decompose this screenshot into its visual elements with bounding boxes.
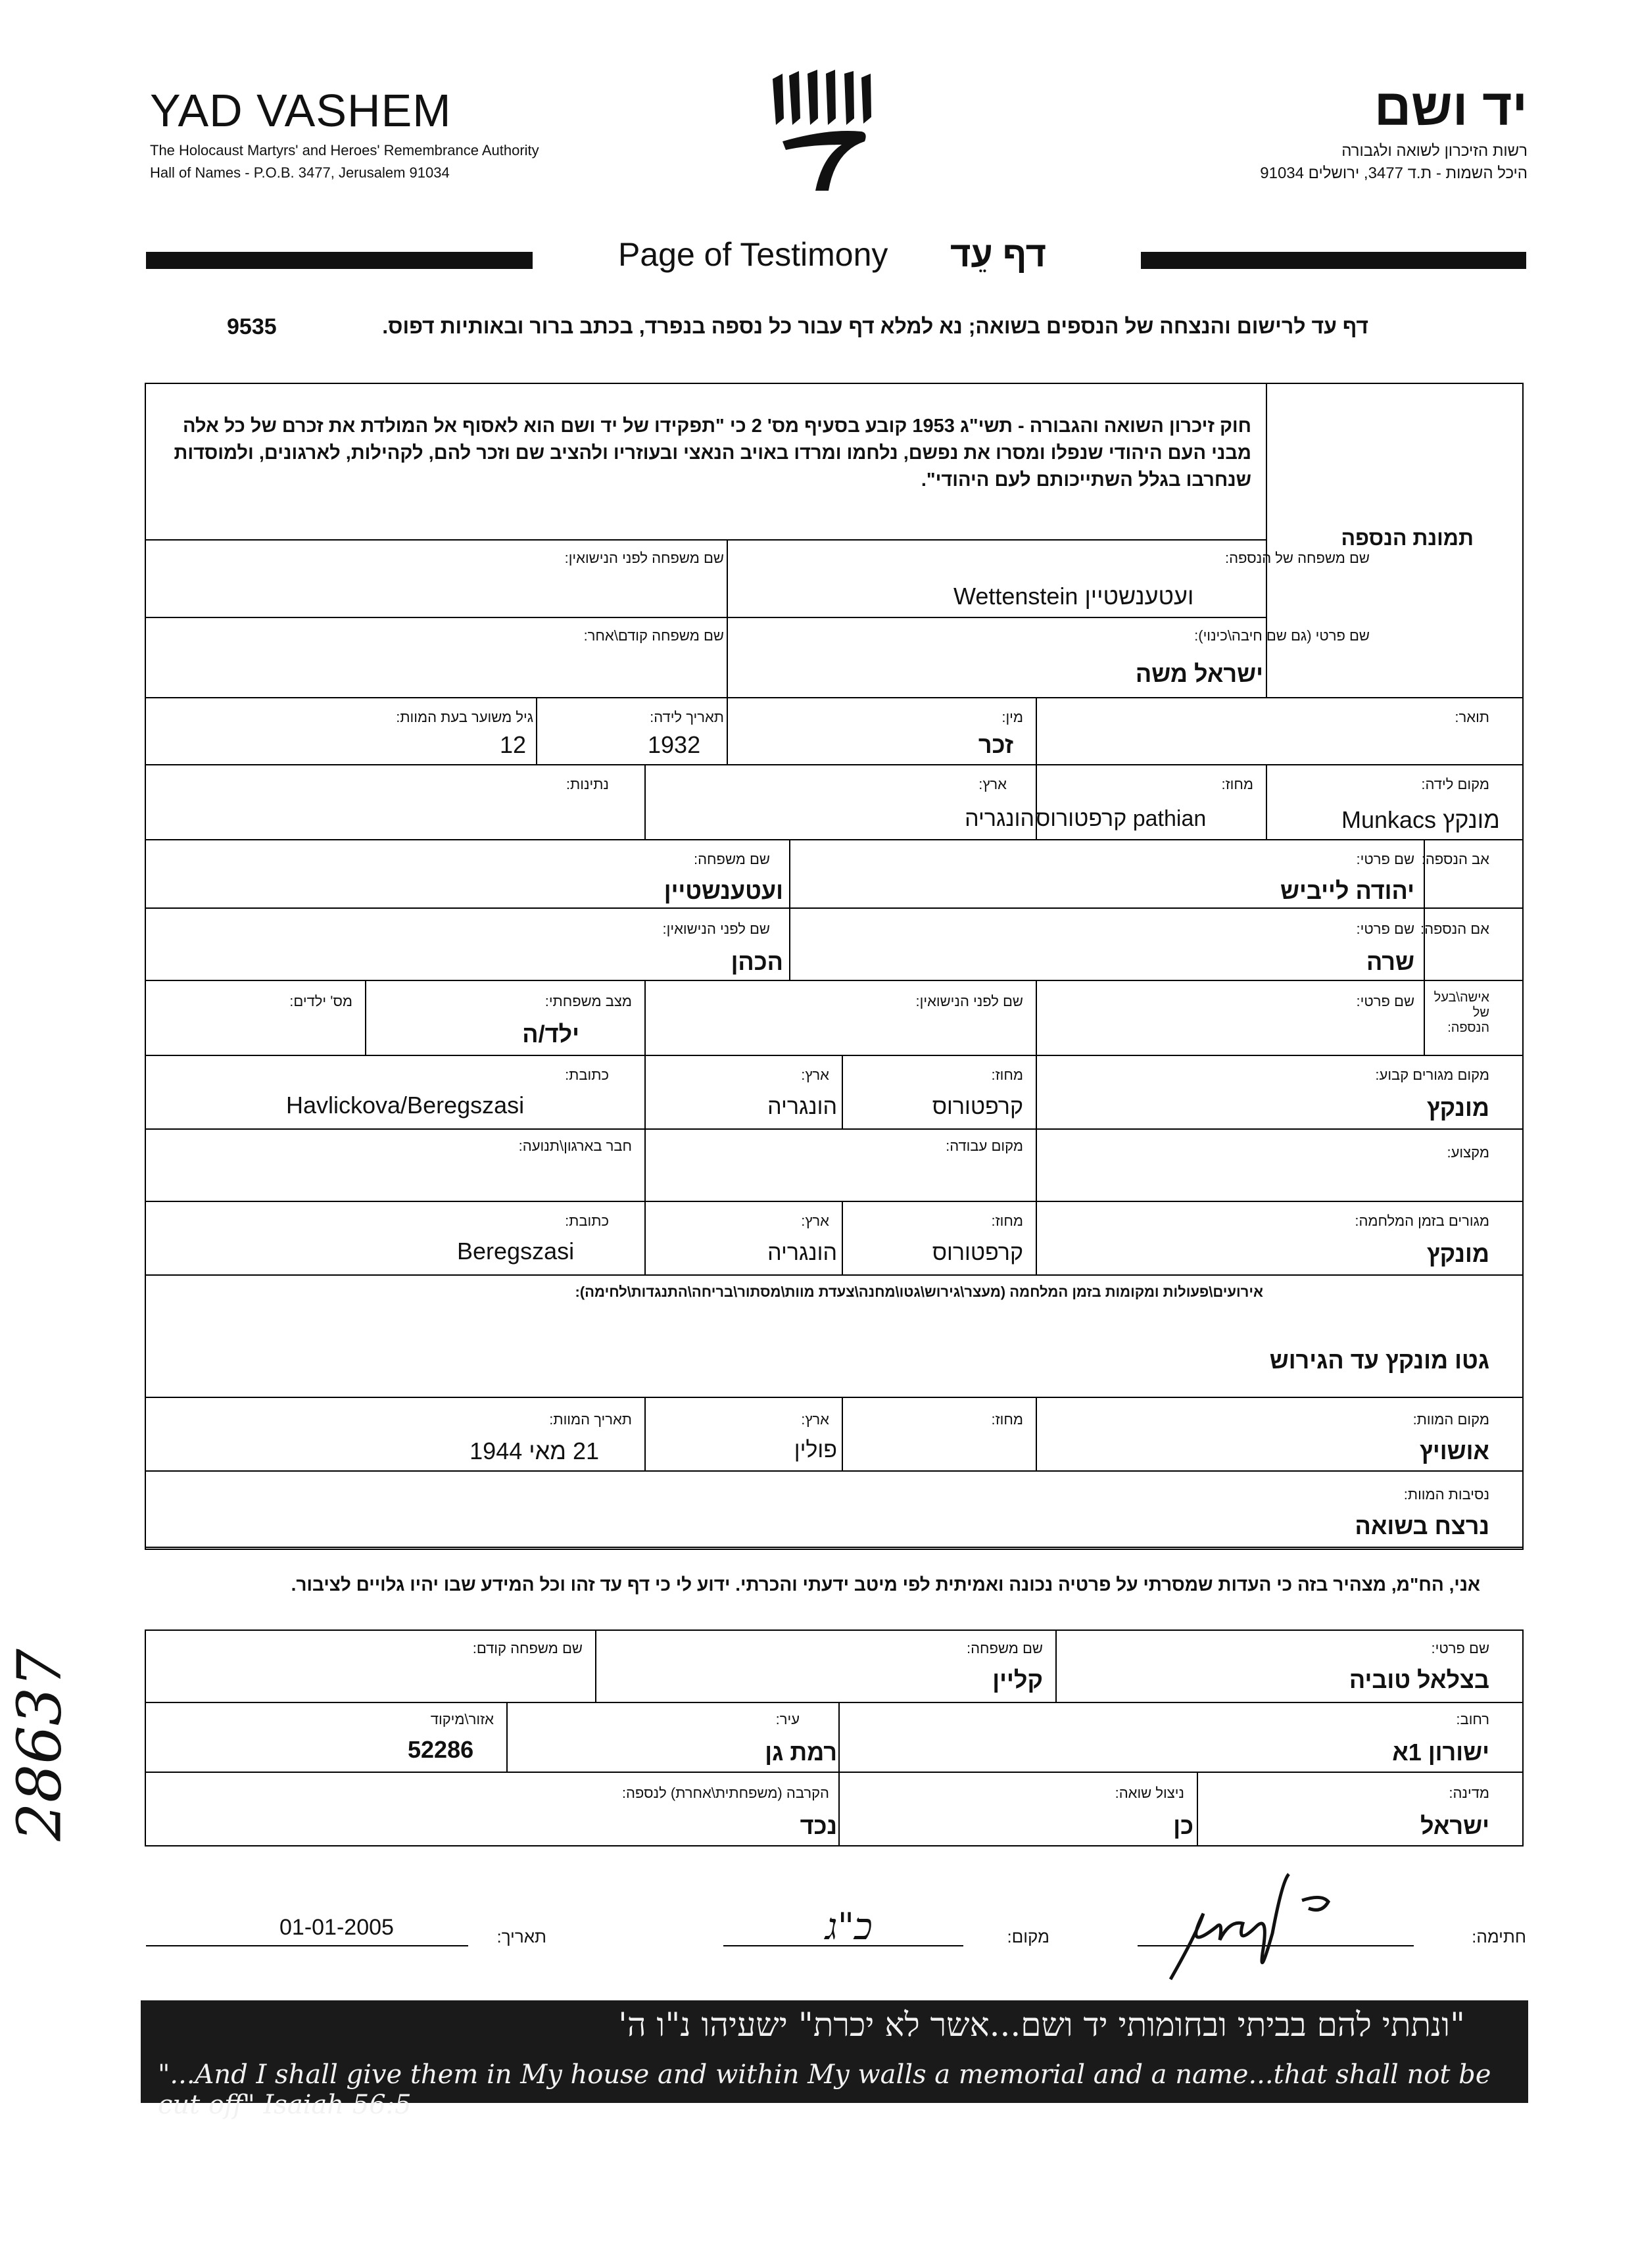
spouse-row-label: אישה\בעל של הנספה: <box>1433 990 1489 1035</box>
date-label: תאריך: <box>496 1927 546 1946</box>
wartime-district-value[interactable]: קרפטורוס <box>932 1240 1023 1265</box>
org-name-en: YAD VASHEM <box>150 85 452 136</box>
spouse-status-label: מצב משפחתי: <box>544 993 632 1009</box>
death-date-value[interactable]: 21 מאי 1944 <box>470 1437 599 1464</box>
spouse-children-label: מס' ילדים: <box>289 993 352 1009</box>
victim-age-value[interactable]: 12 <box>500 731 527 758</box>
father-surname-value[interactable]: ועטענשטיין <box>663 877 783 904</box>
submitter-country-value[interactable]: ישראל <box>1420 1812 1489 1839</box>
victim-surname-label: שם משפחה של הנספה: <box>1224 550 1370 566</box>
birth-district-value[interactable]: קרפטורוס pathian <box>1036 806 1207 831</box>
residence-country-value[interactable]: הונגריה <box>767 1094 837 1119</box>
residence-label: מקום מגורים קבוע: <box>1375 1067 1489 1083</box>
law-text: חוק זיכרון השואה והגבורה - תשי"ג 1953 קובע בסעיף מס' 2 כי "תפקידו של יד ושם הוא לאסוף אל המולדת את זכרם של כל אלה מבני העם היהודי שנפלו ומסרו את נפשם, נלחמו ומרדו באויב הנאצי ובעוזריו ולהציב שם וזכר להם, לקהילות, לארגונים, ולמוסדות שנחרבו בגלל השתייכותם לעם היהודי". <box>174 416 1251 491</box>
citizenship-label: נתינות: <box>566 776 609 792</box>
residence-country-label: ארץ: <box>801 1067 829 1083</box>
submitter-relation-value[interactable]: נכד <box>800 1812 837 1839</box>
death-district-label: מחוז: <box>991 1411 1023 1428</box>
photo-label: תמונת הנספה <box>1341 526 1474 550</box>
spouse-status-value[interactable]: ילד/ה <box>522 1021 579 1048</box>
death-date-label: תאריך המוות: <box>549 1411 632 1428</box>
workplace-label: מקום עבודה: <box>946 1138 1023 1154</box>
residence-district-value[interactable]: קרפטורוס <box>932 1094 1023 1119</box>
victim-prev-label: שם משפחה קודם\אחר: <box>583 627 724 644</box>
org-subtitle-en-1: The Holocaust Martyrs' and Heroes' Remembrance Authority <box>150 142 539 158</box>
org-subtitle-he-2: היכל השמות - ת.ד 3477, ירושלים 91034 <box>1260 164 1528 182</box>
margin-archive-number: 28637 <box>4 1649 75 1841</box>
victim-title-label: תואר: <box>1455 709 1489 725</box>
victim-maiden-label: שם משפחה לפני הנישואין: <box>564 550 724 566</box>
victim-birth-label: תאריך לידה: <box>650 709 724 725</box>
birthplace-value[interactable]: Munkacs מונקץ <box>1341 806 1500 833</box>
father-surname-label: שם משפחה: <box>693 851 770 867</box>
mother-first-label: שם פרטי: <box>1356 921 1414 937</box>
wartime-country-label: ארץ: <box>801 1213 829 1229</box>
death-country-value[interactable]: פולין <box>794 1437 837 1462</box>
submitter-street-label: רחוב: <box>1456 1711 1489 1727</box>
mother-maiden-value[interactable]: הכהן <box>731 948 783 975</box>
mother-maiden-label: שם לפני הנישואין: <box>662 921 770 937</box>
residence-value[interactable]: מונקץ <box>1426 1094 1489 1121</box>
father-row-label: אב הנספה: <box>1421 851 1489 867</box>
submitter-surname-label: שם משפחה: <box>966 1640 1043 1656</box>
place-value[interactable]: כ"ג <box>825 1906 873 1948</box>
victim-gender-label: מין: <box>1001 709 1023 725</box>
victim-first-label: שם פרטי (גם שם חיבה\כינוי): <box>1194 627 1370 644</box>
date-value[interactable]: 01-01-2005 <box>279 1915 394 1940</box>
birthplace-label: מקום לידה: <box>1421 776 1489 792</box>
events-value[interactable]: גטו מונקץ עד הגירוש <box>1269 1347 1489 1374</box>
death-circ-label: נסיבות המוות: <box>1403 1486 1489 1503</box>
date-line <box>146 1945 468 1946</box>
death-place-value[interactable]: אושויץ <box>1420 1437 1489 1464</box>
verse-he: "ונתתי להם בביתי ובחומותי יד ושם...אשר לא יכרת" ישעיהו נ"ו ה' <box>618 2006 1465 2044</box>
submitter-survivor-value[interactable]: כן <box>1173 1812 1193 1839</box>
title-bar-right <box>1141 252 1526 269</box>
birth-country-value[interactable]: הונגריה <box>965 806 1034 831</box>
org-subtitle-he-1: רשות הזיכרון לשואה ולגבורה <box>1341 142 1528 160</box>
yad-vashem-logo <box>769 66 875 197</box>
declaration-text: אני, הח"מ, מצהיר בזה כי העדות שמסרתי על פרטיה נכונה ואמיתית לפי מיטב ידעתי והכרתי. ידוע לי כי דף עד זהו וכל המידע שבו יהיו גלויים לציבור. <box>291 1574 1480 1595</box>
residence-address-value[interactable]: Havlickova/Beregszasi <box>286 1092 525 1119</box>
death-circ-value[interactable]: נרצח בשואה <box>1355 1512 1489 1539</box>
organization-label: חבר בארגון\תנועה: <box>518 1138 632 1154</box>
victim-age-label: גיל משוער בעת המוות: <box>396 709 533 725</box>
wartime-country-value[interactable]: הונגריה <box>767 1240 837 1265</box>
place-label: מקום: <box>1007 1927 1049 1946</box>
org-subtitle-en-2: Hall of Names - P.O.B. 3477, Jerusalem 91034 <box>150 164 450 181</box>
residence-district-label: מחוז: <box>991 1067 1023 1083</box>
verse-banner <box>141 2000 1528 2120</box>
wartime-label: מגורים בזמן המלחמה: <box>1355 1213 1489 1229</box>
submitter-country-label: מדינה: <box>1449 1785 1489 1801</box>
victim-first-value[interactable]: ישראל משה <box>1135 660 1263 687</box>
victim-gender-value[interactable]: זכר <box>978 731 1013 758</box>
birth-district-label: מחוז: <box>1221 776 1253 792</box>
submitter-first-label: שם פרטי: <box>1431 1640 1489 1656</box>
father-first-label: שם פרטי: <box>1356 851 1414 867</box>
wartime-address-value[interactable]: Beregszasi <box>457 1238 575 1265</box>
father-first-value[interactable]: יהודה לייביש <box>1280 877 1414 904</box>
page-title-en: Page of Testimony <box>618 236 888 273</box>
org-name-he: יד ושם <box>1374 78 1528 136</box>
submitter-survivor-label: ניצול שואה: <box>1115 1785 1184 1801</box>
signature[interactable] <box>1157 1854 1368 1986</box>
submitter-prev-label: שם משפחה קודם: <box>472 1640 583 1656</box>
spouse-maiden-label: שם לפני הנישואין: <box>915 993 1023 1009</box>
title-bar-left <box>146 252 533 269</box>
mother-row-label: אם הנספה: <box>1420 921 1489 937</box>
submitter-street-value[interactable]: ישורון 1א <box>1392 1739 1489 1766</box>
page-title-he: דף עֵד <box>950 235 1047 274</box>
victim-surname-value[interactable]: Wettenstein ועטענשטיין <box>953 583 1194 610</box>
mother-first-value[interactable]: שרה <box>1366 948 1414 975</box>
occupation-label: מקצוע: <box>1447 1144 1489 1161</box>
spouse-first-label: שם פרטי: <box>1356 993 1414 1009</box>
residence-address-label: כתובת: <box>565 1067 609 1083</box>
death-country-label: ארץ: <box>801 1411 829 1428</box>
wartime-address-label: כתובת: <box>565 1213 609 1229</box>
wartime-district-label: מחוז: <box>991 1213 1023 1229</box>
submitter-surname-value[interactable]: קליין <box>992 1666 1043 1693</box>
death-place-label: מקום המוות: <box>1412 1411 1489 1428</box>
instruction-text: דף עד לרישום והנצחה של הנספים בשואה; נא למלא דף עבור כל נספה בנפרד, בכתב ברור ובאותיות דפוס. <box>382 314 1368 338</box>
submitter-city-value[interactable]: רמת גן <box>765 1739 837 1766</box>
submitter-zip-value[interactable]: 52286 <box>408 1736 474 1763</box>
signature-label: חתימה: <box>1472 1927 1526 1946</box>
events-label: אירועים\פעולות ומקומות בזמן המלחמה (מעצר\גירוש\גטו\מחנה\צעדת מוות\מסתור\בריחה\התנגדות\לחימה): <box>575 1284 1263 1300</box>
submitter-zip-label: אזור\מיקוד <box>430 1711 494 1727</box>
wartime-value[interactable]: מונקץ <box>1426 1240 1489 1267</box>
verse-en: "...And I shall give them in My house and within My walls a memorial and a name...that shall not be cut off" Isaiah 56:5 <box>158 2060 1491 2120</box>
submitter-relation-label: הקרבה (משפחתית\אחרת) לנספה: <box>621 1785 829 1801</box>
victim-birth-value[interactable]: 1932 <box>648 731 701 758</box>
birth-country-label: ארץ: <box>978 776 1007 792</box>
submitter-city-label: עיר: <box>775 1711 800 1727</box>
submitter-first-value[interactable]: בצלאל טוביה <box>1349 1666 1489 1693</box>
form-number: 9535 <box>227 314 277 339</box>
